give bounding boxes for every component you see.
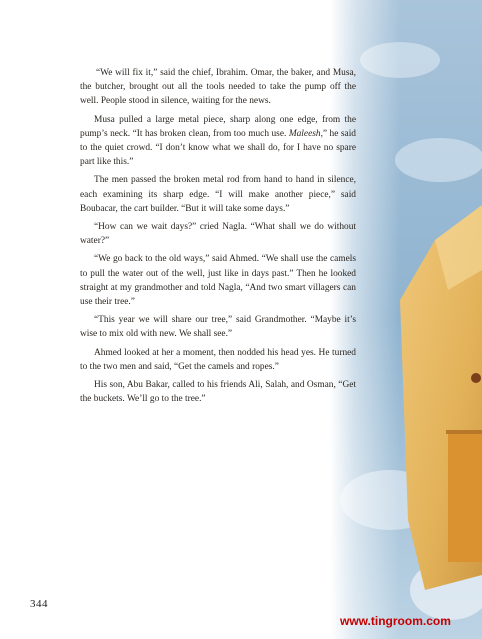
page-number: 344 xyxy=(30,598,48,610)
cloud xyxy=(395,138,482,182)
wall-hole xyxy=(471,373,481,383)
italic-word: Maleesh xyxy=(288,128,321,139)
site-watermark[interactable]: www.tingroom.com xyxy=(340,614,451,628)
story-text xyxy=(80,66,356,410)
paragraph-2 xyxy=(80,113,356,170)
paragraph-4: “How can we wait days?” cried Nagla. “What shall we do without water?” xyxy=(80,222,356,247)
paragraph-2-part-2: ,” he said to the quiet crowd. “I don’t know what we shall do, for I have no spare part like this.” xyxy=(80,128,356,168)
paragraph-7: Ahmed looked at her a moment, then nodded his head yes. He turned to the two men and said, “Get the camels and ropes.” xyxy=(80,347,356,372)
paragraph-3: The men passed the broken metal rod from hand to hand in silence, each examining its sharp edge. “I will make another piece,” said Boubacar, the cart builder. “But it will take some days.” xyxy=(80,175,356,214)
door-frame xyxy=(446,430,482,434)
paragraph-8: His son, Abu Bakar, called to his friends Ali, Salah, and Osman, “Get the buckets. We’ll go to the tree.” xyxy=(80,380,356,405)
paragraph-2-part-1: Musa pulled a large metal piece, sharp along one edge, from the pump’s neck. “It has broken clean, from too much use. xyxy=(80,114,356,139)
paragraph-1: “We will fix it,” said the chief, Ibrahim. Omar, the baker, and Musa, the butcher, brought out all the tools needed to take the pump off the well. People stood in silence, waiting for the news. xyxy=(80,68,356,107)
wooden-door xyxy=(448,432,482,562)
paragraph-5: “We go back to the old ways,” said Ahmed. “We shall use the camels to pull the water out of the well, just like in days past.” Then he looked straight at my grandmother and told Nagla, “And two smart villagers can use their tree.” xyxy=(80,254,356,308)
paragraph-6: “This year we will share our tree,” said Grandmother. “Maybe it’s wise to mix old with new. We shall see.” xyxy=(80,315,356,340)
